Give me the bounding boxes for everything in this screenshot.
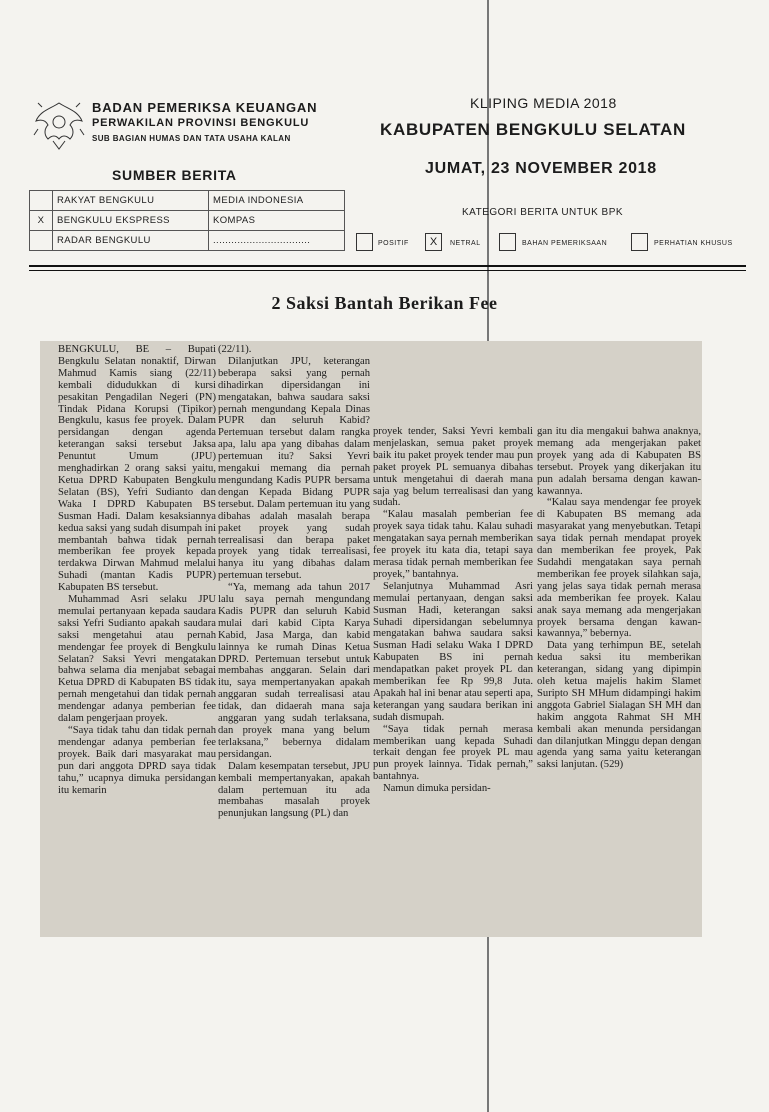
- paragraph: “Kalau saya mendengar fee proyek di Kabupaten BS memang ada masyarakat yang menyebutkan. Tetapi saya tidak pernah mendapat proyek dan memberikan fee proyek, Pak Sudahdi mengatakan saya pernah memberikan fee proyek silahkan saja, yang jelas saya tidak pernah merasa ada memberikan fee proyek. Kalau anak saya memang ada mengerjakan proyek bersama dengan kawan-kawannya,” bebernya.: [537, 497, 701, 640]
- source-name: RADAR BENGKULU: [53, 231, 209, 251]
- kliping-title: KLIPING MEDIA 2018: [470, 95, 617, 111]
- org-subdivision: SUB BAGIAN HUMAS DAN TATA USAHA KALAN: [92, 134, 291, 143]
- paragraph: “Kalau masalah pemberian fee proyek saya tidak tahu. Kalau suhadi mengatakan saya pernah memberikan fee proyek itu kata dia, tetapi saya merasa tidak pernah memberikan fee proyek,” bantahnya.: [373, 509, 533, 580]
- paragraph: BENGKULU, BE – Bupati Bengkulu Selatan nonaktif, Dirwan Mahmud Kamis siang (22/11) kembali didudukkan di kursi pesakitan Pengadilan Negeri (PN) Tindak Pidana Korupsi (Tipikor) Bengkulu, kasus fee proyek. Dalam persidangan dengan agenda keterangan saksi tersebut Jaksa Penuntut Umum (JPU) menghadirkan 2 orang saksi yaitu, Ketua DPRD Kabupaten Bengkulu Selatan (BS), Yefri Sudianto dan Waka I DPRD Kabupaten BS Susman Hadi. Dalam kesaksiannya kedua saksi yang sudah disumpah ini membantah bahwa tidak pernah memberikan fee proyek kepada terdakwa Dirwan Mahmud melalui Suhadi (mantan Kadis PUPR) Kabupaten BS tersebut.: [58, 344, 216, 594]
- source-mark[interactable]: [30, 231, 53, 251]
- category-checkbox[interactable]: [356, 233, 373, 251]
- paragraph: Dalam kesempatan tersebut, JPU kembali mempertanyakan, apakah dalam pertemuan itu ada membahas masalah proyek penunjukan langsung (PL) dan: [218, 760, 370, 820]
- source-name: BENGKULU EKSPRESS: [53, 211, 209, 231]
- source-name: ................................: [209, 231, 345, 251]
- paragraph: gan itu dia mengakui bahwa anaknya, memang ada mengerjakan paket proyek yang ada di Kabupaten BS tersebut. Proyek yang dikerjakan itu pun adalah bersama dengan kawan-kawannya.: [537, 426, 701, 497]
- sources-table: [29, 190, 345, 251]
- source-name: KOMPAS: [209, 211, 345, 231]
- source-mark[interactable]: X: [30, 211, 53, 231]
- category-label: BAHAN PEMERIKSAAN: [522, 240, 608, 247]
- org-name: BADAN PEMERIKSA KEUANGAN: [92, 100, 318, 115]
- paragraph: “Saya tidak pernah merasa memberikan uang kepada Suhadi terkait dengan fee proyek PL mau pun proyek lainnya. Tidak pernah,” bantahnya.: [373, 723, 533, 783]
- source-row: [30, 211, 345, 231]
- source-name: MEDIA INDONESIA: [209, 191, 345, 211]
- article-column-4: [537, 426, 701, 788]
- source-row: [30, 191, 345, 211]
- category-title: KATEGORI BERITA UNTUK BPK: [462, 207, 624, 218]
- source-name: RAKYAT BENGKULU: [53, 191, 209, 211]
- paragraph: Namun dimuka persidan-: [383, 783, 491, 795]
- header-divider: [29, 270, 746, 271]
- paragraph: (22/11).: [218, 344, 252, 355]
- region-title: KABUPATEN BENGKULU SELATAN: [380, 120, 686, 139]
- sources-title: SUMBER BERITA: [112, 167, 237, 183]
- header-divider: [29, 265, 746, 267]
- category-checkbox[interactable]: [499, 233, 516, 251]
- article-column-3: [373, 426, 533, 795]
- article-column-2: [218, 344, 370, 934]
- org-branch: PERWAKILAN PROVINSI BENGKULU: [92, 117, 310, 129]
- category-label: PERHATIAN KHUSUS: [654, 240, 733, 247]
- category-label: POSITIF: [378, 240, 409, 247]
- paragraph: Dilanjutkan JPU, keterangan beberapa saksi yang pernah dihadirkan dipersidangan ini mengatakan, bahwa saudara saksi pernah mengundang Kepala Dinas PUPR dan seluruh Kabid? Pertemuan tersebut dalam rangka apa, lalu apa yang dibahas dalam pertemuan itu? Saksi Yevri mengakui memang dia pernah mengundang Kadis PUPR bersama dengan Kepada Bidang PUPR tersebut. Dalam pertemuan itu yang dibahas adalah masalah berapa paket proyek yang sudah terrealisasi dan berapa paket proyek yang tidak terrealisasi, hanya itu yang dibahas dalam pertemuan tersebut.: [218, 355, 370, 582]
- category-checkbox[interactable]: X: [425, 233, 442, 251]
- paragraph: Muhammad Asri selaku JPU memulai pertanyaan kepada saudara saksi Yefri Sudianto apakah saudara saksi mengetahui atau pernah mendengar fee proyek di Bengkulu Selatan? Saksi Yevri mengatakan bahwa selama dia menjabat sebagai Ketua DPRD di Kabupaten BS tidak pernah mengetahui dan tidak pernah mendengar adanya pemberian fee dalam pengerjaan proyek.: [58, 594, 216, 725]
- paragraph: Selanjutnya Muhammad Asri memulai pertanyaan, dengan saksi Susman Hadi, keterangan saksi Suhadi dipersidangan sebelumnya mengatakan bahwa saudara saksi Susman Hadi selaku Waka I DPRD Kabupaten BS ini pernah mendapatkan paket proyek PL dan memberikan fee Rp 99,8 Juta. Apakah hal ini benar atau seperti apa, keterangan yang saudara berikan ini sudah dismupah.: [373, 580, 533, 723]
- source-row: [30, 231, 345, 251]
- category-checkbox[interactable]: [631, 233, 648, 251]
- bpk-emblem-icon: [30, 95, 88, 153]
- paragraph: “Ya, memang ada tahun 2017 lalu saya pernah mengundang Kadis PUPR dan seluruh Kabid mulai dari kabid Cipta Karya Kabid, Jasa Marga, dan kabid lainnya ke rumah Dinas Ketua DPRD. Pertemuan tersebut untuk membahas anggaran. Selain dari itu, saya mempertanyakan apakah anggaran sudah terrealisasi atau tidak, dan didaerah mana saja anggaran yang sudah terlaksana, dan proyek mana yang belum terlaksana,” bebernya didalam persidangan.: [218, 582, 370, 760]
- category-label: NETRAL: [450, 240, 481, 247]
- article-column-1: [58, 344, 216, 934]
- source-mark[interactable]: [30, 191, 53, 211]
- paragraph: Data yang terhimpun BE, setelah kedua saksi itu memberikan keterangan, sidang yang dipimpin oleh ketua majelis hakim Slamet Suripto SH MHum didampingi hakim anggota Gabriel Sialagan SH MH dan hakim anggota Rahmat SH MH kembali akan menunda persidangan dan dilanjutkan Minggu depan dengan agenda yang sama yaitu keterangan saksi lanjutan. (529): [537, 640, 701, 771]
- paragraph: proyek tender, Saksi Yevri kembali menjelaskan, semua paket proyek baik itu paket proyek tender mau pun paket proyek PL semuanya dibahas untuk mengetahui di daerah mana saja yag belum terrealisasi dan yang sudah.: [373, 426, 533, 509]
- clipping-date: JUMAT, 23 NOVEMBER 2018: [425, 160, 657, 177]
- article-headline: 2 Saksi Bantah Berikan Fee: [271, 293, 498, 313]
- paragraph: “Saya tidak tahu dan tidak pernah mendengar adanya pemberian fee proyek. Baik dari masyarakat mau pun dari anggota DPRD saya tidak tahu,” ucapnya dimuka persidangan itu kemarin: [58, 725, 216, 796]
